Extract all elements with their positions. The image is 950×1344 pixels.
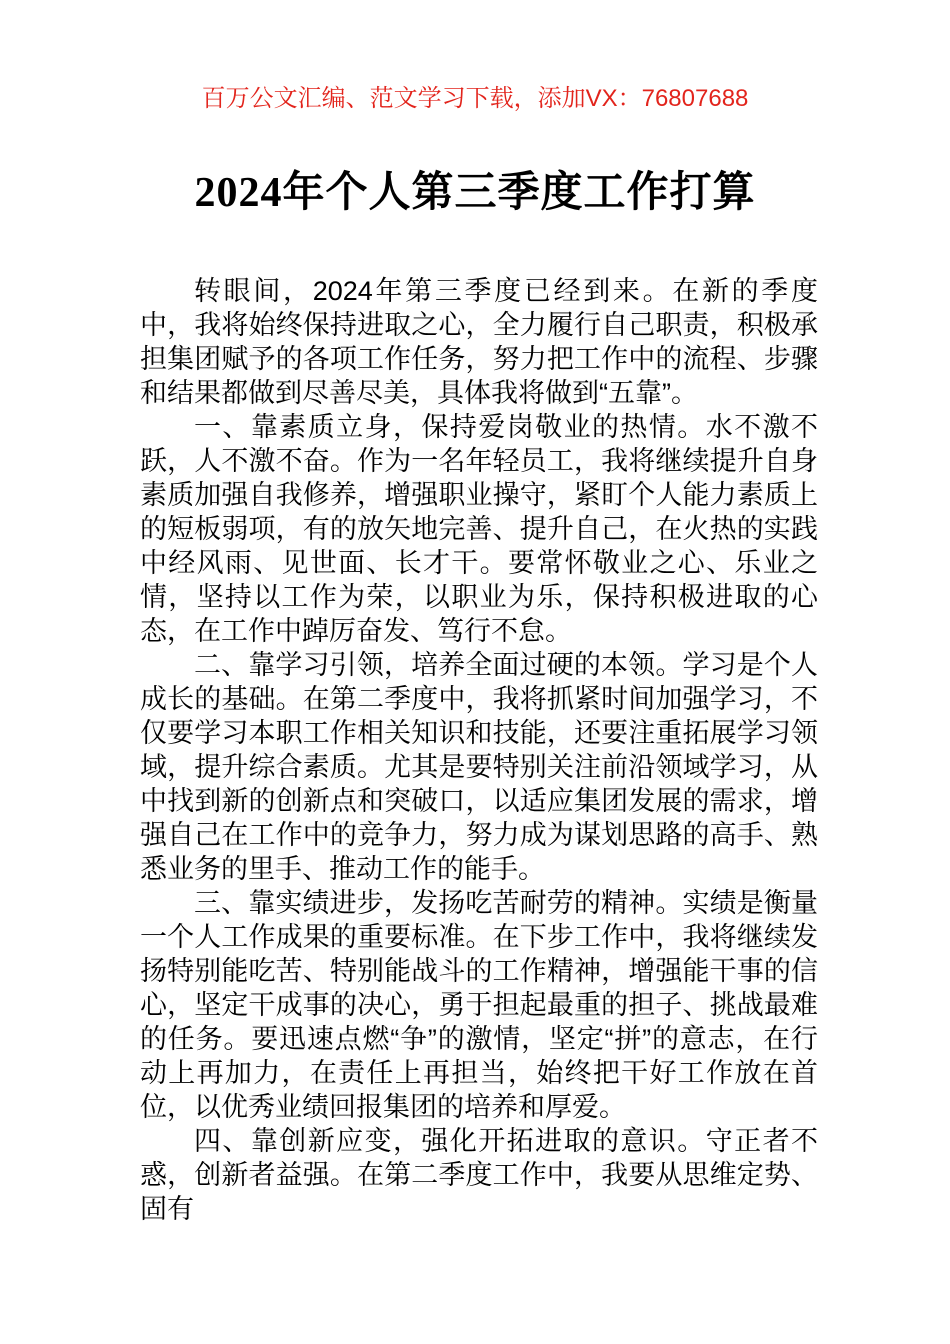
- paragraph-point-3: 三、靠实绩进步，发扬吃苦耐劳的精神。实绩是衡量一个人工作成果的重要标准。在下步工作中，我将继续发扬特别能吃苦、特别能战斗的工作精神，增强能干事的信心，坚定干成事的决心，勇于担起最重的担子、挑战最难的任务。要迅速点燃“争”的激情，坚定“拼”的意志，在行动上再加力，在责任上再担当，始终把干好工作放在首位，以优秀业绩回报集团的培养和厚爱。: [140, 888, 818, 1122]
- document-body: [140, 274, 818, 1226]
- paragraph-point-2: 二、靠学习引领，培养全面过硬的本领。学习是个人成长的基础。在第二季度中，我将抓紧时间加强学习，不仅要学习本职工作相关知识和技能，还要注重拓展学习领域，提升综合素质。尤其是要特别关注前沿领域学习，从中找到新的创新点和突破口，以适应集团发展的需求，增强自己在工作中的竞争力，努力成为谋划思路的高手、熟悉业务的里手、推动工作的能手。: [140, 650, 818, 884]
- document-title: 2024年个人第三季度工作打算: [194, 170, 756, 216]
- header-watermark-notice: 百万公文汇编、范文学习下载，添加VX：76807688: [201, 85, 749, 112]
- paragraph-intro: 转眼间，2024年第三季度已经到来。在新的季度中，我将始终保持进取之心，全力履行自己职责，积极承担集团赋予的各项工作任务，努力把工作中的流程、步骤和结果都做到尽善尽美，具体我将做到“五靠”。: [140, 276, 818, 408]
- paragraph-point-4: 四、靠创新应变，强化开拓进取的意识。守正者不惑，创新者益强。在第二季度工作中，我要从思维定势、固有: [140, 1126, 818, 1224]
- paragraph-point-1: 一、靠素质立身，保持爱岗敬业的热情。水不激不跃，人不激不奋。作为一名年轻员工，我将继续提升自身素质加强自我修养，增强职业操守，紧盯个人能力素质上的短板弱项，有的放矢地完善、提升自己，在火热的实践中经风雨、见世面、长才干。要常怀敬业之心、乐业之情，坚持以工作为荣，以职业为乐，保持积极进取的心态，在工作中踔厉奋发、笃行不怠。: [140, 412, 818, 646]
